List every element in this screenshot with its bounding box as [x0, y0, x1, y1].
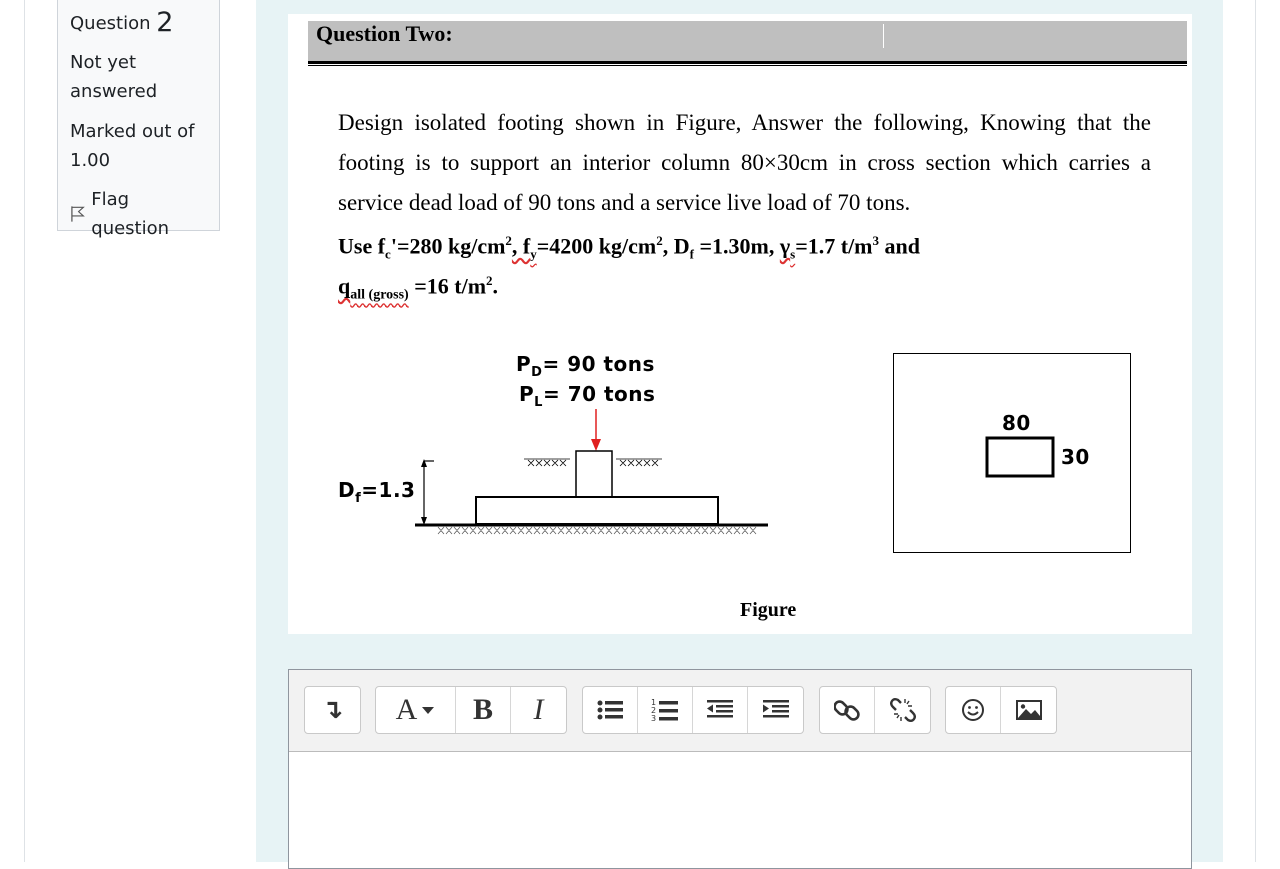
- expand-toolbar-icon: ↴: [321, 695, 344, 725]
- svg-text:2: 2: [651, 706, 657, 715]
- link-icon: [834, 697, 860, 723]
- question-label: Question: [70, 13, 151, 34]
- indent-icon: [762, 698, 790, 722]
- column-plan-rect: [985, 435, 1057, 480]
- load-arrowhead: [591, 439, 601, 451]
- outdent-icon: [706, 698, 734, 722]
- unlink-button[interactable]: [875, 687, 930, 733]
- figure-caption: Figure: [740, 599, 797, 621]
- image-icon: [1015, 698, 1043, 722]
- toolbar-group-style: [375, 686, 567, 734]
- header-rule-thick: [308, 61, 1187, 64]
- footing-shape: [476, 497, 718, 524]
- depth-label: $D_f=1.3$: [338, 478, 416, 506]
- question-number-value: 2: [156, 7, 174, 38]
- unordered-list-button[interactable]: [583, 687, 638, 733]
- outdent-button[interactable]: [693, 687, 748, 733]
- answer-editor: [288, 669, 1192, 869]
- emoji-button[interactable]: [946, 687, 1001, 733]
- bold-icon: B: [472, 693, 493, 726]
- caret-down-icon: [421, 705, 435, 715]
- ground-hatch-left: [524, 459, 570, 466]
- question-paragraph-line-1: Design isolated footing shown in Figure, Answer the following, Knowing that the: [338, 110, 1151, 135]
- ordered-list-button[interactable]: [638, 687, 693, 733]
- depth-dimension-arrow-top: [421, 459, 427, 467]
- image-button[interactable]: [1001, 687, 1056, 733]
- header-cell-divider: [883, 24, 884, 48]
- svg-text:3: 3: [651, 714, 657, 723]
- unordered-list-icon: [596, 698, 624, 722]
- italic-button[interactable]: [511, 687, 566, 733]
- footing-section-drawing: [410, 405, 780, 540]
- flag-question-label: Flag question: [91, 189, 170, 239]
- font-style-icon: A: [395, 693, 418, 726]
- question-paragraph-line-2: footing is to support an interior column 80×30cm in cross section which carries a: [338, 150, 1151, 175]
- link-button[interactable]: [820, 687, 875, 733]
- italic-icon: I: [533, 693, 544, 726]
- given-values-line-2: $q_{all (gross)} =16$ $t/m^2$.: [338, 273, 499, 303]
- given-values-line-1: Use $f_c'=280$ $kg/cm^2$, $f_y=4200$ $kg/cm^2$, $D_f =1.30m$, $\gamma_s=1.7$ $t/m^3$ and: [338, 233, 920, 262]
- emoji-icon: [960, 697, 986, 723]
- unlink-icon: [890, 697, 916, 723]
- toolbar-group-lists: [582, 686, 804, 734]
- answer-text-area[interactable]: [289, 752, 1191, 868]
- question-info-panel: [57, 0, 220, 239]
- live-load-label: $P_L= 70$ tons: [519, 382, 656, 410]
- column-shape: [576, 451, 612, 497]
- header-rule-thin: [308, 65, 1187, 66]
- question-state: Not yet answered: [70, 52, 158, 102]
- question-paragraph-line-3: service dead load of 90 tons and a service live load of 70 tons.: [338, 190, 911, 215]
- indent-button[interactable]: [748, 687, 803, 733]
- toolbar-group-links: [819, 686, 931, 734]
- plan-height-label: 30: [1061, 445, 1090, 469]
- flag-question-button[interactable]: [70, 185, 207, 243]
- svg-text:1: 1: [651, 698, 657, 707]
- page-left-border: [24, 0, 25, 862]
- dead-load-label: $P_D= 90$ tons: [516, 352, 655, 380]
- question-header-bar: [308, 21, 1187, 61]
- expand-toolbar-button[interactable]: [305, 687, 360, 733]
- plan-width-label: 80: [1002, 411, 1031, 435]
- editor-toolbar: [289, 670, 1191, 752]
- flag-icon: [70, 205, 85, 223]
- question-grade: Marked out of 1.00: [70, 121, 195, 171]
- ground-hatch-right: [616, 459, 662, 466]
- question-header-title: Question Two:: [316, 21, 453, 46]
- question-number: [70, 8, 207, 38]
- page-right-border: [1255, 0, 1256, 862]
- toolbar-group-toggle: [304, 686, 361, 734]
- ordered-list-icon: [651, 697, 679, 723]
- bold-button[interactable]: [456, 687, 511, 733]
- toolbar-group-media: [945, 686, 1057, 734]
- font-style-button[interactable]: [376, 687, 456, 733]
- base-hatch: [438, 527, 756, 534]
